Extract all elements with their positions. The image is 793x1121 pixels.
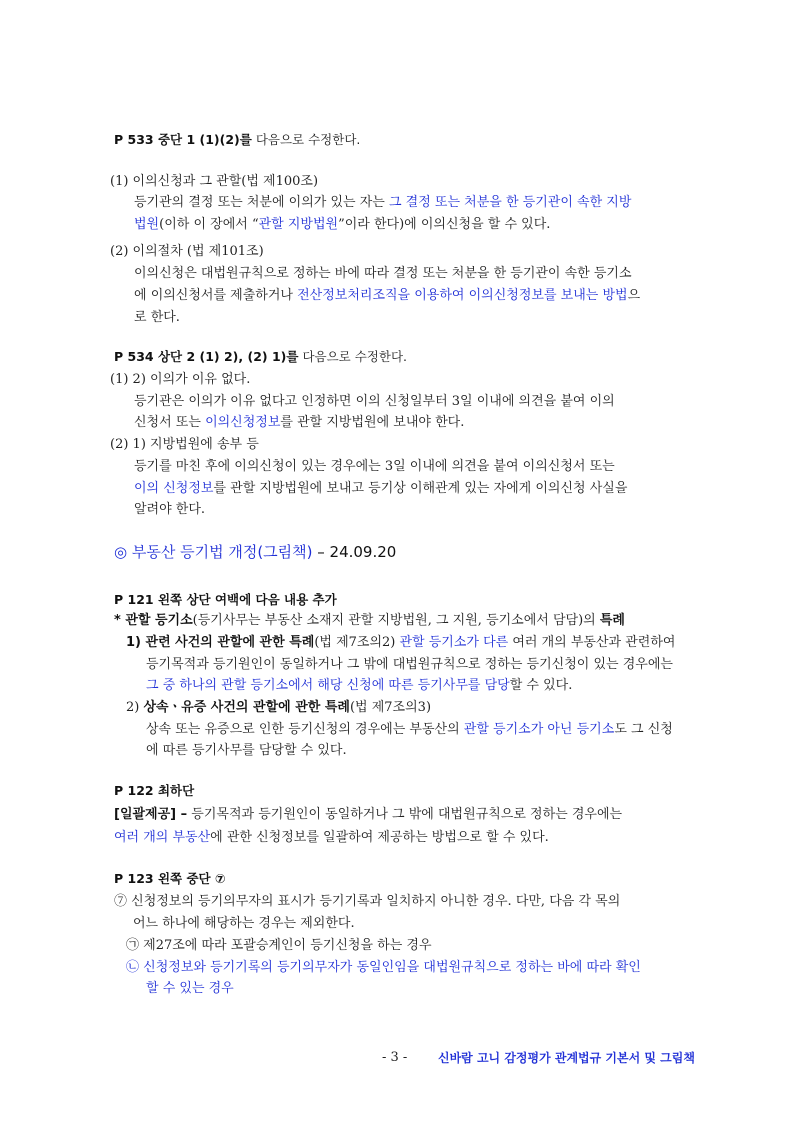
text: (이하 이 장에서 “ xyxy=(159,217,259,232)
text: 도 그 신청 xyxy=(614,722,673,737)
item-title: (2) 1) 지방법원에 송부 등 xyxy=(110,437,259,452)
heading-rest: 다음으로 수정한다. xyxy=(251,132,361,147)
highlight-text: 전산정보처리조직을 이용하여 이의신청정보를 보내는 방법 xyxy=(297,288,628,303)
footer-book-title: 신바람 고니 감정평가 관계법규 기본서 및 그림책 xyxy=(438,1051,695,1065)
text: (법 제7조의3) xyxy=(349,700,432,715)
paragraph-line xyxy=(146,677,572,695)
item-title: (1) 이의신청과 그 관할(법 제100조) xyxy=(110,174,319,189)
paragraph-line: 등기관은 이의가 이유 없다고 인정하면 이의 신청일부터 3일 이내에 의견을 붙여 이의 xyxy=(134,394,615,409)
section-title-text: ◎ 부동산 등기법 개정(그림책) xyxy=(114,543,313,561)
highlight-text: 관할 지방법원 xyxy=(258,217,339,232)
paragraph-line xyxy=(134,414,464,432)
text: 에 이의신청서를 제출하거나 xyxy=(134,288,298,303)
paragraph-line xyxy=(134,216,550,234)
bold-text: [일괄제공] – xyxy=(114,807,188,822)
paragraph-line xyxy=(114,829,549,847)
text: 를 관할 지방법원에 보내야 한다. xyxy=(280,415,465,430)
paragraph-line: 등기목적과 등기원인이 동일하거나 그 밖에 대법원규칙으로 정하는 등기신청이 있는 경우에는 xyxy=(146,657,673,672)
heading-p534 xyxy=(114,348,407,366)
highlight-text: 여러 개의 부동산 xyxy=(114,830,211,845)
text: 를 관할 지방법원에 보내고 등기상 이해관계 있는 자에게 이의신청 사실을 xyxy=(213,481,628,496)
text: 신청서 또는 xyxy=(134,415,206,430)
heading-rest: 다음으로 수정한다. xyxy=(298,349,407,364)
paragraph-line: 로 한다. xyxy=(134,310,180,325)
heading-p123: P 123 왼쪽 중단 ⑦ xyxy=(114,871,226,886)
paragraph-line: ⑦ 신청정보의 등기의무자의 표시가 등기기록과 일치하지 아니한 경우. 다만, 다음 각 목의 xyxy=(114,894,621,909)
text: (등기사무는 부동산 소재지 관할 지방법원, 그 지원, 등기소에서 담담)의 xyxy=(192,613,600,628)
heading-p533 xyxy=(114,131,360,149)
section-date: – 24.09.20 xyxy=(312,543,397,561)
item-title: (2) 이의절차 (법 제101조) xyxy=(110,244,264,259)
heading-bold: P 533 중단 1 (1)(2)를 xyxy=(114,132,252,147)
paragraph-line: 등기를 마친 후에 이의신청이 있는 경우에는 3일 이내에 의견을 붙여 이의신청서 또는 xyxy=(134,459,615,474)
text: 에 관한 신청정보를 일괄하여 제공하는 방법으로 할 수 있다. xyxy=(210,830,549,845)
text: ”이라 한다)에 이의신청을 할 수 있다. xyxy=(338,217,551,232)
paragraph-line xyxy=(114,806,622,824)
text: (법 제7조의2) xyxy=(314,635,400,650)
bold-text: 상속ㆍ유증 사건의 관할에 관한 특례 xyxy=(143,700,350,715)
text: 할 수 있다. xyxy=(509,678,573,693)
paragraph-line xyxy=(134,194,631,212)
text: 여러 개의 부동산과 관련하여 xyxy=(508,635,676,650)
paragraph-line xyxy=(134,480,627,498)
paragraph-line xyxy=(126,959,641,977)
highlight-text: 그 결정 또는 처분을 한 등기관이 속한 지방 xyxy=(388,195,632,210)
paragraph-line xyxy=(126,699,431,717)
highlight-text: 그 중 하나의 관할 등기소에서 해당 신청에 따른 등기사무를 담당 xyxy=(146,678,510,693)
text: 으 xyxy=(627,288,641,303)
special-rule-line xyxy=(114,612,625,630)
circle-marker: ㉡ xyxy=(126,960,144,975)
bold-text: 1) 관련 사건의 관할에 관한 특례 xyxy=(126,635,315,650)
paragraph-line: 알려야 한다. xyxy=(134,502,206,517)
text: 2) xyxy=(126,700,144,715)
bold-text: * 관할 등기소 xyxy=(114,613,193,628)
item-title: (1) 2) 이의가 이유 없다. xyxy=(110,372,251,387)
paragraph-line: ㉠ 제27조에 따라 포괄승계인이 등기신청을 하는 경우 xyxy=(126,938,432,953)
paragraph-line xyxy=(134,287,640,305)
heading-p121: P 121 왼쪽 상단 여백에 다음 내용 추가 xyxy=(114,592,337,607)
section-title xyxy=(114,542,396,562)
heading-bold: P 534 상단 2 (1) 2), (2) 1)를 xyxy=(114,349,299,364)
paragraph-line xyxy=(126,634,675,652)
text: 상속 또는 유증으로 인한 등기신청의 경우에는 부동산의 xyxy=(146,722,464,737)
highlight-text: 이의 신청정보 xyxy=(134,481,214,496)
paragraph-line: 할 수 있는 경우 xyxy=(146,981,234,996)
highlight-text: 관할 등기소가 다른 xyxy=(399,635,509,650)
highlight-text: 법원 xyxy=(134,217,160,232)
paragraph-line: 어느 하나에 해당하는 경우는 제외한다. xyxy=(133,916,355,931)
page-number: - 3 - xyxy=(382,1050,408,1065)
paragraph-line: 이의신청은 대법원규칙으로 정하는 바에 따라 결정 또는 처분을 한 등기관이 속한 등기소 xyxy=(134,266,632,281)
paragraph-line: 에 따른 등기사무를 담당할 수 있다. xyxy=(146,743,347,758)
paragraph-line xyxy=(146,721,673,739)
text: 등기관의 결정 또는 처분에 이의가 있는 자는 xyxy=(134,195,389,210)
bold-text: 특례 xyxy=(599,613,625,628)
highlight-text: 신청정보와 등기기록의 등기의무자가 동일인임을 대법원규칙으로 정하는 바에 따라 확인 xyxy=(143,960,641,975)
heading-p122: P 122 최하단 xyxy=(114,783,195,798)
text: 등기목적과 등기원인이 동일하거나 그 밖에 대법원규칙으로 정하는 경우에는 xyxy=(187,807,623,822)
highlight-text: 관할 등기소가 아닌 등기소 xyxy=(463,722,615,737)
highlight-text: 이의신청정보 xyxy=(205,415,281,430)
